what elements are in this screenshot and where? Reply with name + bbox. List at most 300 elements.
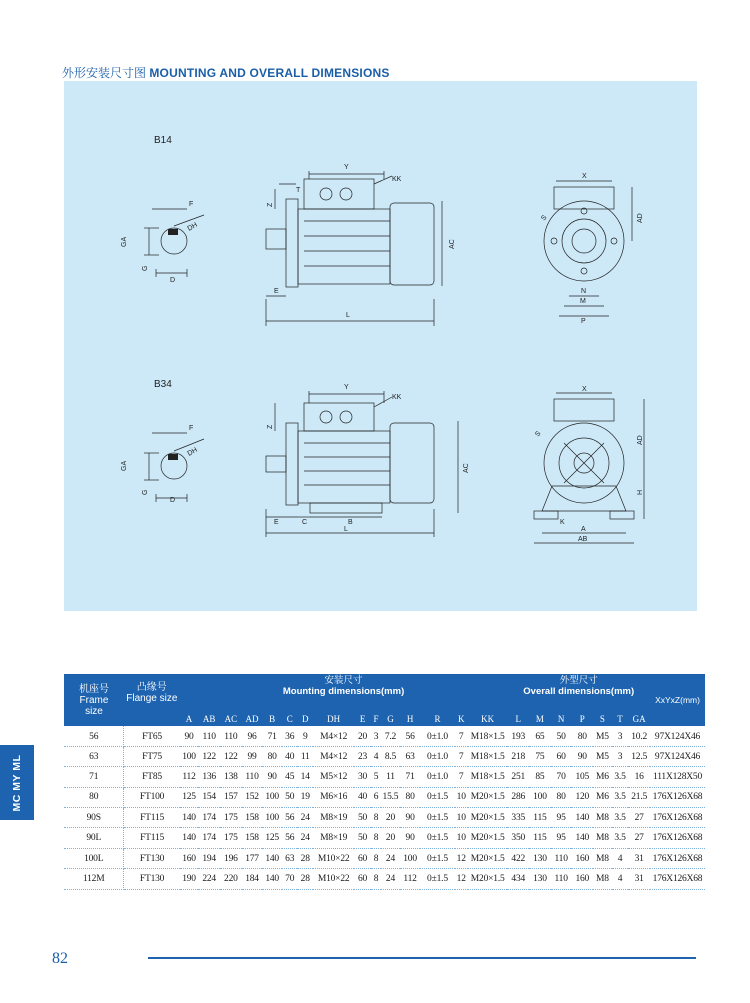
b34-shaft-section [121, 425, 204, 504]
b14-dim-x: X [582, 173, 587, 180]
table-cell: 80 [551, 787, 572, 807]
table-cell: 0±1.0 [420, 767, 454, 787]
b34-dim-s: S [534, 430, 543, 439]
table-cell: 12 [455, 869, 468, 889]
overall-en: Overall dimensions(mm) [523, 686, 635, 697]
frame-size-en1: Frame [79, 695, 109, 706]
table-cell: 224 [198, 869, 220, 889]
table-cell: 3 [612, 746, 629, 766]
table-cell: 176X126X68 [650, 828, 705, 848]
table-cell: 70 [551, 767, 572, 787]
table-cell: 100 [262, 787, 282, 807]
table-row [64, 767, 705, 787]
table-row [64, 787, 705, 807]
table-cell: M6 [593, 787, 612, 807]
table-cell: 8.5 [381, 746, 400, 766]
page-number: 82 [52, 950, 68, 967]
b34-dim-ga: GA [121, 460, 128, 471]
mounting-cn: 安装尺寸 [324, 675, 363, 686]
table-cell: M4×12 [313, 746, 354, 766]
b14-dim-kk: KK [392, 176, 402, 183]
table-cell: 0±1.5 [420, 869, 454, 889]
table-cell: 176X126X68 [650, 787, 705, 807]
table-cell: 130 [529, 869, 551, 889]
table-cell: 112 [400, 869, 421, 889]
footer-rule [148, 957, 696, 959]
table-cell: M18×1.5 [468, 767, 507, 787]
b14-dim-z: Z [267, 202, 274, 207]
table-cell: 56 [64, 726, 124, 746]
table-cell: 12.5 [628, 746, 650, 766]
b34-dim-f: F [189, 425, 194, 432]
table-cell: 3 [371, 726, 381, 746]
table-cell: 0±1.5 [420, 787, 454, 807]
table-cell: 63 [64, 746, 124, 766]
column-header-d: D [297, 710, 313, 726]
column-header-p: P [571, 710, 593, 726]
table-cell: 4 [612, 848, 629, 868]
title-en: MOUNTING AND OVERALL DIMENSIONS [149, 66, 390, 80]
side-tab [0, 745, 34, 820]
table-cell: 8 [371, 828, 381, 848]
table-cell: 434 [507, 869, 529, 889]
table-cell: 136 [198, 767, 220, 787]
table-cell: 56 [282, 808, 298, 828]
flange-size-en: Flange size [126, 692, 178, 704]
b34-dim-b: B [348, 519, 353, 526]
table-cell: 27 [628, 808, 650, 828]
overall-cn: 外型尺寸 [559, 675, 598, 686]
table-cell: 335 [507, 808, 529, 828]
flange-size-header [124, 675, 180, 710]
table-cell: 97X124X46 [650, 746, 705, 766]
table-cell: 3.5 [612, 767, 629, 787]
dimension-table-wrapper [64, 675, 705, 890]
table-cell: M4×12 [313, 726, 354, 746]
table-cell: 9 [297, 726, 313, 746]
table-cell: 28 [297, 848, 313, 868]
column-header-m: M [529, 710, 551, 726]
table-cell: 8 [371, 848, 381, 868]
table-cell: 6 [371, 787, 381, 807]
table-cell: 31 [628, 869, 650, 889]
b14-dim-p: P [581, 318, 586, 325]
table-cell: 8 [371, 808, 381, 828]
flange-spacer [124, 710, 180, 726]
mounting-en: Mounting dimensions(mm) [282, 686, 405, 697]
table-cell: 97X124X46 [650, 726, 705, 746]
table-cell: 174 [198, 828, 220, 848]
table-cell: 15.5 [381, 787, 400, 807]
b14-dim-n: N [581, 288, 587, 295]
table-cell: 90 [180, 726, 199, 746]
table-cell: 60 [354, 848, 371, 868]
table-cell: 36 [282, 726, 298, 746]
table-cell: 90 [400, 808, 421, 828]
table-cell: 19 [297, 787, 313, 807]
table-cell: 112M [64, 869, 124, 889]
table-cell: M5 [593, 726, 612, 746]
table-cell: 80 [571, 726, 593, 746]
table-cell: 115 [529, 808, 551, 828]
table-cell: 3.5 [612, 787, 629, 807]
table-cell: 110 [551, 869, 572, 889]
table-cell: 286 [507, 787, 529, 807]
table-cell: 10 [455, 808, 468, 828]
table-cell: 138 [220, 767, 242, 787]
table-cell: 63 [400, 746, 421, 766]
table-cell: FT115 [124, 828, 180, 848]
table-cell: 175 [220, 808, 242, 828]
table-cell: 90S [64, 808, 124, 828]
table-cell: 3 [612, 726, 629, 746]
table-cell: 130 [529, 848, 551, 868]
table-cell: 100 [400, 848, 421, 868]
b14-dim-dh: DH [186, 221, 199, 233]
dimension-table [64, 675, 705, 890]
table-cell: 177 [242, 848, 263, 868]
table-cell: 140 [180, 828, 199, 848]
table-cell: 95 [551, 808, 572, 828]
table-cell: 220 [220, 869, 242, 889]
dimension-table-body [64, 726, 705, 889]
b34-dim-ac: AC [463, 463, 470, 473]
table-cell: 190 [180, 869, 199, 889]
table-cell: 60 [551, 746, 572, 766]
table-cell: 184 [242, 869, 263, 889]
b14-front-view [540, 173, 644, 325]
table-cell: 176X126X68 [650, 869, 705, 889]
b34-dim-ad: AD [637, 435, 644, 445]
table-cell: 140 [571, 828, 593, 848]
column-header-h: H [400, 710, 421, 726]
table-cell: 100 [180, 746, 199, 766]
table-cell: 158 [242, 808, 263, 828]
table-cell: 80 [64, 787, 124, 807]
table-cell: M8 [593, 869, 612, 889]
table-cell: M20×1.5 [468, 869, 507, 889]
table-row [64, 746, 705, 766]
table-cell: 8 [371, 869, 381, 889]
table-cell: 24 [297, 828, 313, 848]
table-cell: 20 [381, 808, 400, 828]
overall-dimensions-header [507, 675, 650, 697]
table-cell: 3.5 [612, 828, 629, 848]
table-cell: FT130 [124, 848, 180, 868]
column-header-s: S [593, 710, 612, 726]
table-cell: M18×1.5 [468, 746, 507, 766]
column-header-kk: KK [468, 710, 507, 726]
b14-side-view [266, 164, 456, 326]
table-cell: 5 [371, 767, 381, 787]
table-cell: 140 [262, 848, 282, 868]
table-row [64, 828, 705, 848]
table-cell: 218 [507, 746, 529, 766]
table-cell: M8 [593, 848, 612, 868]
table-cell: 80 [400, 787, 421, 807]
b14-dim-e: E [274, 288, 279, 295]
table-cell: 50 [354, 828, 371, 848]
table-cell: 10.2 [628, 726, 650, 746]
column-header-g: G [381, 710, 400, 726]
table-cell: M6×16 [313, 787, 354, 807]
b34-dim-a: A [581, 526, 586, 533]
b14-dim-s: S [540, 214, 549, 223]
table-cell: M10×22 [313, 869, 354, 889]
table-cell: 56 [400, 726, 421, 746]
table-cell: 0±1.5 [420, 808, 454, 828]
b34-dim-z: Z [267, 424, 274, 429]
b14-dim-ad: AD [637, 213, 644, 223]
table-cell: 71 [64, 767, 124, 787]
table-cell: 71 [400, 767, 421, 787]
table-cell: M8×19 [313, 828, 354, 848]
table-cell: M20×1.5 [468, 808, 507, 828]
column-header-dh: DH [313, 710, 354, 726]
table-row [64, 869, 705, 889]
b14-shaft-section [121, 201, 204, 284]
table-cell: 90 [262, 767, 282, 787]
table-cell: 24 [381, 848, 400, 868]
table-cell: 0±1.5 [420, 828, 454, 848]
b34-dim-k: K [560, 519, 565, 526]
column-header-ad: AD [242, 710, 263, 726]
table-cell: 90 [400, 828, 421, 848]
table-cell: 251 [507, 767, 529, 787]
table-cell: 115 [529, 828, 551, 848]
table-cell: FT75 [124, 746, 180, 766]
table-cell: 112 [180, 767, 199, 787]
table-cell: 194 [198, 848, 220, 868]
table-cell: 175 [220, 828, 242, 848]
table-cell: 14 [297, 767, 313, 787]
table-cell: 20 [381, 828, 400, 848]
table-cell: 100L [64, 848, 124, 868]
b34-dim-l: L [344, 526, 348, 533]
table-cell: 60 [354, 869, 371, 889]
column-header-row [64, 710, 705, 726]
table-cell: 111X128X50 [650, 767, 705, 787]
table-cell: 40 [282, 746, 298, 766]
b14-dim-ac: AC [449, 239, 456, 249]
b34-dim-h: H [637, 489, 644, 495]
table-cell: FT100 [124, 787, 180, 807]
column-header-n: N [551, 710, 572, 726]
table-cell: 11 [381, 767, 400, 787]
table-cell: 96 [242, 726, 263, 746]
table-cell: 20 [354, 726, 371, 746]
b34-dim-dh: DH [186, 446, 199, 458]
b34-side-view [266, 384, 470, 537]
table-cell: 157 [220, 787, 242, 807]
table-cell: 193 [507, 726, 529, 746]
table-cell: M10×22 [313, 848, 354, 868]
column-header-ga: GA [628, 710, 650, 726]
table-cell: M20×1.5 [468, 787, 507, 807]
table-cell: 3.5 [612, 808, 629, 828]
b34-label: B34 [154, 379, 172, 390]
table-cell: 196 [220, 848, 242, 868]
table-cell: 4 [371, 746, 381, 766]
column-header-ac: AC [220, 710, 242, 726]
table-cell: FT65 [124, 726, 180, 746]
table-cell: 80 [262, 746, 282, 766]
table-cell: 90L [64, 828, 124, 848]
b14-label: B14 [154, 135, 172, 146]
table-cell: M5×12 [313, 767, 354, 787]
table-cell: 95 [551, 828, 572, 848]
b14-dim-t: T [296, 187, 301, 194]
table-cell: 125 [262, 828, 282, 848]
b14-dim-m: M [580, 298, 586, 305]
column-header-t: T [612, 710, 629, 726]
table-cell: 152 [242, 787, 263, 807]
table-cell: M18×1.5 [468, 726, 507, 746]
table-cell: 24 [381, 869, 400, 889]
b34-dim-ab: AB [578, 536, 588, 543]
table-cell: 0±1.5 [420, 848, 454, 868]
table-cell: 100 [262, 808, 282, 828]
b14-dim-f: F [189, 201, 194, 208]
table-cell: 7 [455, 726, 468, 746]
b14-dim-y: Y [344, 164, 349, 171]
table-cell: 99 [242, 746, 263, 766]
table-cell: M5 [593, 746, 612, 766]
table-cell: 63 [282, 848, 298, 868]
table-cell: FT115 [124, 808, 180, 828]
table-cell: 7 [455, 746, 468, 766]
table-cell: 7.2 [381, 726, 400, 746]
table-cell: 7 [455, 767, 468, 787]
b34-dim-e: E [274, 519, 279, 526]
column-header-e: E [354, 710, 371, 726]
table-cell: 10 [455, 787, 468, 807]
table-cell: 50 [354, 808, 371, 828]
table-cell: 56 [282, 828, 298, 848]
table-cell: M8×19 [313, 808, 354, 828]
b14-dim-l: L [346, 312, 350, 319]
table-cell: 0±1.0 [420, 746, 454, 766]
table-cell: FT85 [124, 767, 180, 787]
table-cell: 110 [551, 848, 572, 868]
b34-dim-g: G [142, 489, 149, 495]
b34-dim-y: Y [344, 384, 349, 391]
table-row [64, 726, 705, 746]
table-cell: M8 [593, 808, 612, 828]
table-cell: 27 [628, 828, 650, 848]
frame-size-cn: 机座号 [78, 684, 109, 695]
table-cell: 160 [571, 848, 593, 868]
mounting-spacer [180, 697, 508, 710]
table-cell: 110 [242, 767, 263, 787]
table-cell: 120 [571, 787, 593, 807]
table-cell: 24 [297, 808, 313, 828]
b34-dim-kk: KK [392, 394, 402, 401]
table-cell: 31 [628, 848, 650, 868]
column-header-k: K [455, 710, 468, 726]
side-tab-label: MC MY ML [11, 754, 23, 811]
table-cell: 110 [198, 726, 220, 746]
table-cell: 140 [571, 808, 593, 828]
column-header-f: F [371, 710, 381, 726]
table-cell: 122 [220, 746, 242, 766]
table-cell: 28 [297, 869, 313, 889]
table-cell: 70 [282, 869, 298, 889]
b14-dim-d: D [170, 277, 176, 284]
column-header-b: B [262, 710, 282, 726]
column-header-c: C [282, 710, 298, 726]
page-title [62, 64, 390, 81]
column-header-l: L [507, 710, 529, 726]
table-cell: 71 [262, 726, 282, 746]
table-cell: 75 [529, 746, 551, 766]
table-cell: 140 [262, 869, 282, 889]
table-cell: 11 [297, 746, 313, 766]
table-cell: 45 [282, 767, 298, 787]
mounting-dimensions-header [180, 675, 508, 697]
table-cell: 85 [529, 767, 551, 787]
table-cell: 125 [180, 787, 199, 807]
table-cell: 10 [455, 828, 468, 848]
table-cell: 176X126X68 [650, 848, 705, 868]
table-cell: M20×1.5 [468, 848, 507, 868]
title-cn: 外形安装尺寸图 [62, 66, 147, 80]
table-cell: M20×1.5 [468, 828, 507, 848]
table-cell: 160 [180, 848, 199, 868]
table-cell: 23 [354, 746, 371, 766]
table-cell: 12 [455, 848, 468, 868]
table-cell: 154 [198, 787, 220, 807]
table-cell: 100 [529, 787, 551, 807]
b14-dim-g: G [142, 265, 149, 271]
table-cell: 422 [507, 848, 529, 868]
table-cell: 0±1.0 [420, 726, 454, 746]
table-cell: M8 [593, 828, 612, 848]
b34-front-view [534, 386, 644, 543]
b34-dim-x: X [582, 386, 587, 393]
table-cell: 140 [180, 808, 199, 828]
b34-dim-c: C [302, 519, 308, 526]
table-cell: 90 [571, 746, 593, 766]
table-cell: FT130 [124, 869, 180, 889]
table-cell: 65 [529, 726, 551, 746]
table-cell: 105 [571, 767, 593, 787]
table-cell: 21.5 [628, 787, 650, 807]
frame-size-header [64, 675, 124, 726]
table-cell: 110 [220, 726, 242, 746]
b14-dim-ga: GA [121, 236, 128, 247]
column-header-a: A [180, 710, 199, 726]
table-cell: 158 [242, 828, 263, 848]
overall-spacer [507, 697, 650, 710]
table-cell: 40 [354, 787, 371, 807]
table-cell: 50 [282, 787, 298, 807]
table-cell: 30 [354, 767, 371, 787]
table-cell: 50 [551, 726, 572, 746]
frame-size-en2: size [85, 706, 103, 717]
drawing-panel [64, 81, 697, 611]
table-cell: M6 [593, 767, 612, 787]
dimension-drawings [64, 81, 697, 611]
xyz-header: XxYxZ(mm) [650, 675, 705, 726]
table-cell: 122 [198, 746, 220, 766]
table-cell: 176X126X68 [650, 808, 705, 828]
table-cell: 4 [612, 869, 629, 889]
column-header-r: R [420, 710, 454, 726]
table-cell: 160 [571, 869, 593, 889]
column-header-ab: AB [198, 710, 220, 726]
table-cell: 174 [198, 808, 220, 828]
